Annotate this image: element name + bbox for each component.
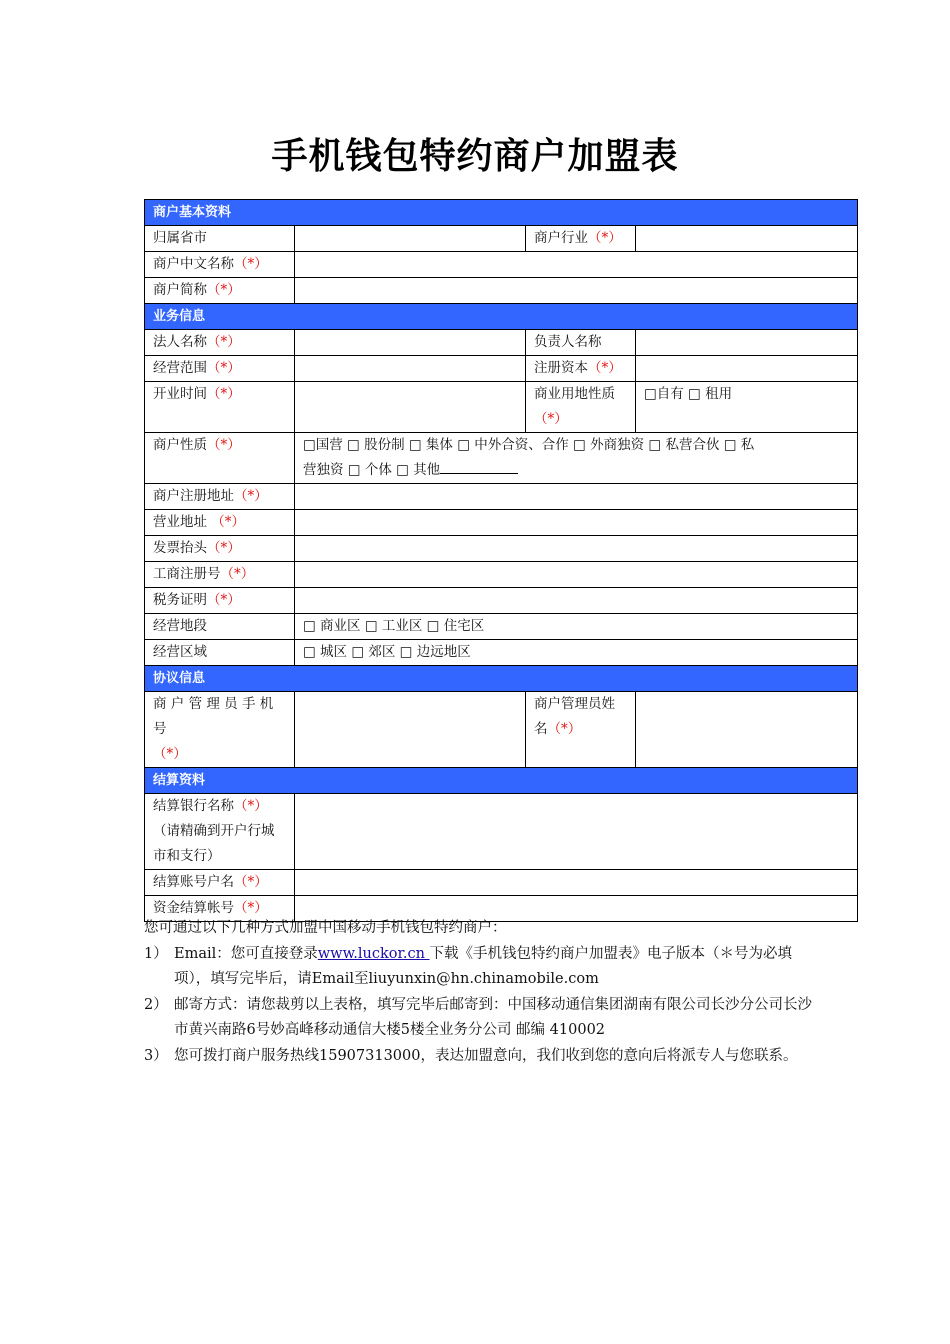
required-mark: （*） (207, 540, 241, 556)
input-manager-name[interactable] (636, 330, 858, 356)
instruction-mail: 2） 邮寄方式：请您裁剪以上表格，填写完毕后邮寄到：中国移动通信集团湖南有限公司长沙分公司长沙市黄兴南路6号妙高峰移动通信大楼5楼全业务分公司 邮编 410002 (144, 993, 824, 1044)
label-area: 经营区域 (145, 640, 295, 666)
input-invoice-title[interactable] (295, 536, 858, 562)
label-segment: 经营地段 (145, 614, 295, 640)
required-mark: （*） (588, 360, 622, 376)
label-bank-name: 结算银行名称（*） （请精确到开户行城市和支行） (145, 794, 295, 870)
required-mark: （*） (207, 437, 241, 453)
website-link[interactable]: www.luckor.cn (317, 945, 430, 962)
page-title: 手机钱包特约商户加盟表 (271, 136, 679, 177)
section-settlement-info: 结算资料 (145, 768, 858, 794)
required-mark: （*） (211, 514, 246, 530)
merchant-application-form (144, 199, 858, 922)
label-short-name: 商户简称（*） (145, 278, 295, 304)
label-open-time: 开业时间（*） (145, 382, 295, 433)
label-cn-name: 商户中文名称（*） (145, 252, 295, 278)
required-mark: （*） (234, 900, 268, 916)
input-cn-name[interactable] (295, 252, 858, 278)
section-basic-info: 商户基本资料 (145, 200, 858, 226)
land-use-options[interactable]: □自有 □ 租用 (636, 382, 858, 433)
label-reg-address: 商户注册地址（*） (145, 484, 295, 510)
input-bank-name[interactable] (295, 794, 858, 870)
other-blank-field[interactable] (440, 461, 518, 474)
required-mark: （*） (547, 721, 582, 737)
required-mark: （*） (207, 360, 241, 376)
input-reg-address[interactable] (295, 484, 858, 510)
input-biz-address[interactable] (295, 510, 858, 536)
input-capital[interactable] (636, 356, 858, 382)
label-biz-address: 营业地址 （*） (145, 510, 295, 536)
required-mark: （*） (234, 798, 268, 814)
label-tax-cert: 税务证明（*） (145, 588, 295, 614)
input-tax-cert[interactable] (295, 588, 858, 614)
section-agreement-info: 协议信息 (145, 666, 858, 692)
label-legal-name: 法人名称（*） (145, 330, 295, 356)
label-fund-account: 资金结算帐号（*） (145, 896, 295, 922)
label-invoice-title: 发票抬头（*） (145, 536, 295, 562)
label-admin-name: 商户管理员姓 名（*） (526, 692, 636, 768)
nature-options[interactable] (295, 433, 858, 484)
segment-options[interactable]: □ 商业区 □ 工业区 □ 住宅区 (295, 614, 858, 640)
required-mark: （*） (207, 334, 241, 350)
join-instructions (144, 916, 824, 1069)
label-nature: 商户性质（*） (145, 433, 295, 484)
label-scope: 经营范围（*） (145, 356, 295, 382)
required-mark: （*） (207, 282, 241, 298)
nature-options-line-1[interactable]: □国营 □ 股份制 □ 集体 □ 中外合资、合作 □ 外商独资 □ 私营合伙 □ 私 (303, 437, 755, 453)
input-admin-phone[interactable] (295, 692, 526, 768)
instruction-number: 1） (144, 945, 168, 962)
required-mark: （*） (207, 592, 241, 608)
required-mark: （*） (220, 566, 255, 582)
required-mark: （*） (234, 488, 268, 504)
label-industry: 商户行业（*） (526, 226, 636, 252)
input-short-name[interactable] (295, 278, 858, 304)
required-mark: （*） (588, 230, 622, 246)
required-mark: （*） (207, 386, 241, 402)
required-mark: （*） (534, 411, 568, 427)
bank-name-note: （请精确到开户行城市和支行） (153, 823, 275, 864)
required-mark: （*） (234, 256, 268, 272)
label-manager-name: 负责人名称 (526, 330, 636, 356)
instruction-email: 1） Email：您可直接登录www.luckor.cn 下载《手机钱包特约商户加盟表》电子版本（＊号为必填项），填写完毕后，请Email至liuyunxin@hn.chinamobile.com (144, 942, 824, 993)
nature-options-line-2[interactable]: 营独资 □ 个体 □ 其他 (303, 458, 849, 483)
input-account-name[interactable] (295, 870, 858, 896)
input-scope[interactable] (295, 356, 526, 382)
section-business-info: 业务信息 (145, 304, 858, 330)
label-biz-reg-no: 工商注册号（*） (145, 562, 295, 588)
input-biz-reg-no[interactable] (295, 562, 858, 588)
instructions-intro: 您可通过以下几种方式加盟中国移动手机钱包特约商户： (144, 920, 507, 936)
required-mark: （*） (234, 874, 268, 890)
area-options[interactable]: □ 城区 □ 郊区 □ 边远地区 (295, 640, 858, 666)
instruction-hotline: 3） 您可拨打商户服务热线15907313000，表达加盟意向，我们收到您的意向后将派专人与您联系。 (144, 1044, 824, 1070)
label-admin-phone: 商 户 管 理 员 手 机 号 （*） (145, 692, 295, 768)
input-admin-name[interactable] (636, 692, 858, 768)
input-industry[interactable] (636, 226, 858, 252)
input-legal-name[interactable] (295, 330, 526, 356)
instruction-number: 3） (144, 1047, 168, 1064)
required-mark: （*） (153, 746, 187, 762)
label-province: 归属省市 (145, 226, 295, 252)
instruction-number: 2） (144, 996, 168, 1013)
input-province[interactable] (295, 226, 526, 252)
input-open-time[interactable] (295, 382, 526, 433)
label-capital: 注册资本（*） (526, 356, 636, 382)
label-land-use: 商业用地性质 （*） (526, 382, 636, 433)
label-account-name: 结算账号户名（*） (145, 870, 295, 896)
